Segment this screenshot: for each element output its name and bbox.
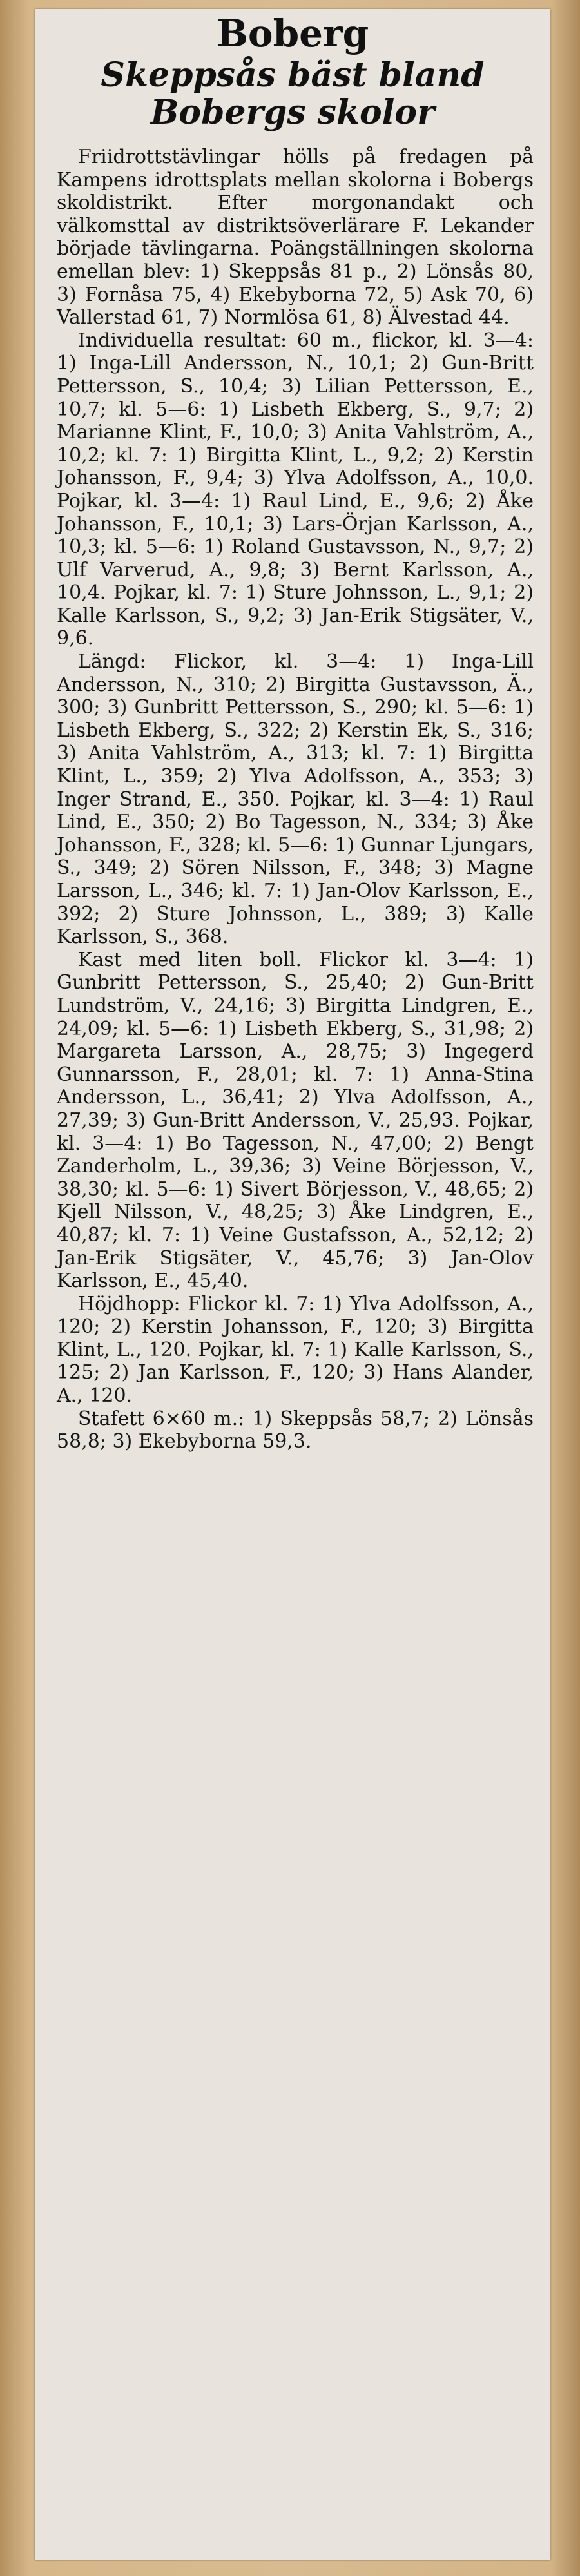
newspaper-clipping <box>35 9 550 2560</box>
paragraph-langd: Längd: Flickor, kl. 3—4: 1) Inga-Lill Andersson, N., 310; 2) Birgitta Gustavsson, Ä., 300; 3) Gunbritt Pettersson, S., 290; kl. 5—6: 1) Lisbeth Ekberg, S., 322; 2) Kerstin Ek, S., 316; 3) Anita Vahlström, A., 313; kl. 7: 1) Birgitta Klint, L., 359; 2) Ylva Adolfsson, A., 353; 3) Inger Strand, E., 350. Pojkar, kl. 3—4: 1) Raul Lind, E., 350; 2) Bo Tagesson, N., 334; 3) Åke Johansson, F., 328; kl. 5—6: 1) Gunnar Ljungars, S., 349; 2) Sören Nilsson, F., 348; 3) Magne Larsson, L., 346; kl. 7: 1) Jan-Olov Karlsson, E., 392; 2) Sture Johnsson, L., 389; 3) Kalle Karlsson, S., 368. <box>57 650 534 949</box>
paragraph-stafett: Stafett 6×60 m.: 1) Skeppsås 58,7; 2) Lönsås 58,8; 3) Ekebyborna 59,3. <box>57 1407 534 1453</box>
paragraph-hojdhopp: Höjdhopp: Flickor kl. 7: 1) Ylva Adolfsson, A., 120; 2) Kerstin Johansson, F., 120; 3) Birgitta Klint, L., 120. Pojkar, kl. 7: 1) Kalle Karlsson, S., 125; 2) Jan Karlsson, F., 120; 3) Hans Alander, A., 120. <box>57 1292 534 1408</box>
article-body <box>35 146 550 1453</box>
paragraph-intro: Friidrottstävlingar hölls på fredagen på Kampens idrottsplats mellan skolorna i Bobergs skoldistrikt. Efter morgonandakt och välkomsttal av distriktsöverlärare F. Lekander började tävlingarna. Poängställningen skolorna emellan blev: 1) Skeppsås 81 p., 2) Lönsås 80, 3) Fornåsa 75, 4) Ekebyborna 72, 5) Ask 70, 6) Vallerstad 61, 7) Normlösa 61, 8) Älvestad 44. <box>57 146 534 329</box>
article-subtitle: Skeppsås bäst bland Bobergs skolor <box>101 55 485 132</box>
paragraph-60m: Individuella resultat: 60 m., flickor, kl. 3—4: 1) Inga-Lill Andersson, N., 10,1; 2) Gun-Britt Pettersson, S., 10,4; 3) Lilian Pettersson, E., 10,7; kl. 5—6: 1) Lisbeth Ekberg, S., 9,7; 2) Marianne Klint, F., 10,0; 3) Anita Vahlström, A., 10,2; kl. 7: 1) Birgitta Klint, L., 9,2; 2) Kerstin Johansson, F., 9,4; 3) Ylva Adolfsson, A., 10,0. Pojkar, kl. 3—4: 1) Raul Lind, E., 9,6; 2) Åke Johansson, F., 10,1; 3) Lars-Örjan Karlsson, A., 10,3; kl. 5—6: 1) Roland Gustavsson, N., 9,7; 2) Ulf Varverud, A., 9,8; 3) Bernt Karlsson, A., 10,4. Pojkar, kl. 7: 1) Sture Johnsson, L., 9,1; 2) Kalle Karlsson, S., 9,2; 3) Jan-Erik Stigsäter, V., 9,6. <box>57 329 534 650</box>
article-title: Boberg <box>216 12 369 55</box>
paragraph-kast: Kast med liten boll. Flickor kl. 3—4: 1) Gunbritt Pettersson, S., 25,40; 2) Gun-Britt Lundström, V., 24,16; 3) Birgitta Lindgren, E., 24,09; kl. 5—6: 1) Lisbeth Ekberg, S., 31,98; 2) Margareta Larsson, A., 28,75; 3) Ingegerd Gunnarsson, F., 28,01; kl. 7: 1) Anna-Stina Andersson, L., 36,41; 2) Ylva Adolfsson, A., 27,39; 3) Gun-Britt Andersson, V., 25,93. Pojkar, kl. 3—4: 1) Bo Tagesson, N., 47,00; 2) Bengt Zanderholm, L., 39,36; 3) Veine Börjesson, V., 38,30; kl. 5—6: 1) Sivert Börjesson, V., 48,65; 2) Kjell Nilsson, V., 48,25; 3) Åke Lindgren, E., 40,87; kl. 7: 1) Veine Gustafsson, A., 52,12; 2) Jan-Erik Stigsäter, V., 45,76; 3) Jan-Olov Karlsson, E., 45,40. <box>57 948 534 1293</box>
